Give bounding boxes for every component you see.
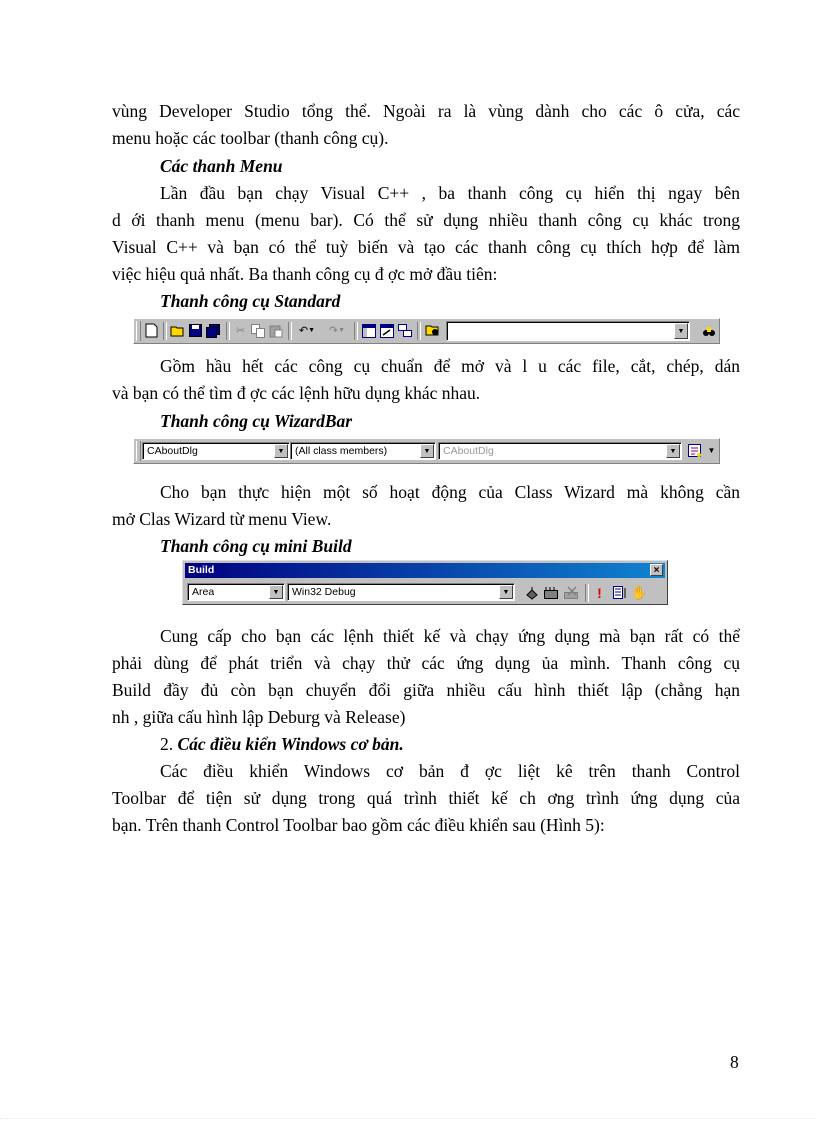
chevron-down-icon[interactable]: ▼ bbox=[269, 585, 283, 599]
text-line: Cung cấp cho bạn các lệnh thiết kế và chạy ứng dụng mà bạn rất có thể bbox=[160, 626, 740, 646]
text-line: phải dùng để phát triển và chạy thử các ứng dụng ủa mình. Thanh công cụ bbox=[112, 653, 740, 673]
heading-number: 2. bbox=[160, 734, 174, 754]
chevron-down-icon[interactable]: ▼ bbox=[666, 444, 680, 458]
save-all-icon[interactable] bbox=[205, 322, 222, 339]
toolbar-grip[interactable] bbox=[136, 321, 141, 341]
breakpoint-hand-icon[interactable]: ✋ bbox=[631, 584, 648, 600]
wizard-action-icon[interactable] bbox=[686, 442, 703, 459]
close-icon[interactable]: × bbox=[650, 564, 663, 576]
text-line: Toolbar để tiện sử dụng trong quá trình thiết kế ch ơng trình ứng dụng của bbox=[112, 788, 740, 808]
paragraph-wizardbar bbox=[112, 479, 740, 533]
save-icon[interactable] bbox=[187, 322, 204, 339]
chevron-down-icon[interactable]: ▼ bbox=[420, 444, 434, 458]
separator bbox=[354, 322, 358, 340]
standard-toolbar bbox=[133, 318, 720, 344]
page-number: 8 bbox=[730, 1052, 739, 1072]
build-title: Build bbox=[188, 564, 215, 576]
workspace-icon[interactable] bbox=[360, 322, 377, 339]
heading-menu: Các thanh Menu bbox=[160, 156, 283, 176]
find-in-files-icon[interactable] bbox=[424, 322, 441, 339]
heading-controls bbox=[160, 731, 404, 758]
filter-combo-value: (All class members) bbox=[295, 445, 388, 457]
execute-icon[interactable]: ! bbox=[597, 584, 602, 601]
paragraph-intro bbox=[112, 98, 740, 152]
page-bottom-divider bbox=[0, 1118, 816, 1119]
build-toolbar-window bbox=[182, 560, 668, 605]
separator bbox=[163, 322, 167, 340]
paragraph-controls bbox=[112, 758, 740, 839]
paragraph-standard bbox=[112, 353, 740, 407]
chevron-down-icon[interactable]: ▼ bbox=[674, 323, 688, 339]
paragraph-menu bbox=[112, 180, 740, 288]
paste-icon[interactable] bbox=[267, 322, 284, 339]
configuration-combo[interactable] bbox=[287, 583, 515, 601]
toolbar-grip[interactable] bbox=[136, 441, 141, 461]
text-line: bạn. Trên thanh Control Toolbar bao gồm các điều khiển sau (Hình 5): bbox=[112, 815, 605, 835]
chevron-down-icon[interactable]: ▼ bbox=[274, 444, 288, 458]
separator bbox=[417, 322, 421, 340]
text-line: d ới thanh menu (menu bar). Có thể sử dụng nhiều thanh công cụ khác trong bbox=[112, 210, 740, 230]
text-line: vùng Developer Studio tổng thể. Ngoài ra là vùng dành cho các ô cửa, các bbox=[112, 101, 740, 121]
wizard-menu-arrow-icon[interactable]: ▼ bbox=[707, 446, 716, 455]
window-list-icon[interactable] bbox=[396, 322, 413, 339]
text-line: Lần đầu bạn chạy Visual C++ , ba thanh công cụ hiển thị ngay bên bbox=[160, 183, 740, 203]
output-window-icon[interactable] bbox=[378, 322, 395, 339]
open-folder-icon[interactable] bbox=[169, 322, 186, 339]
cut-icon[interactable]: ✂ bbox=[235, 325, 246, 337]
chevron-down-icon[interactable]: ▼ bbox=[499, 585, 513, 599]
configuration-combo-value: Win32 Debug bbox=[292, 586, 356, 598]
heading-controls-title: Các điều kiển Windows cơ bản. bbox=[177, 734, 404, 754]
find-combo[interactable] bbox=[446, 321, 690, 341]
text-line: nh , giữa cấu hình lập Deburg và Release) bbox=[112, 707, 406, 727]
heading-standard: Thanh công cụ Standard bbox=[160, 291, 341, 311]
stop-build-icon[interactable] bbox=[563, 584, 580, 601]
heading-build: Thanh công cụ mini Build bbox=[160, 536, 352, 556]
new-document-icon[interactable] bbox=[143, 322, 160, 339]
text-line: và bạn có thể tìm đ ợc các lệnh hữu dụng khác nhau. bbox=[112, 383, 481, 403]
text-line: Build đầy đủ còn bạn chuyển đổi giữa nhiều cấu hình thiết lập (chẳng hạn bbox=[112, 680, 740, 700]
wizard-bar bbox=[133, 438, 720, 464]
text-line: Gồm hầu hết các công cụ chuẩn để mở và l u các file, cắt, chép, dán bbox=[160, 356, 740, 376]
project-combo-value: Area bbox=[192, 586, 215, 598]
text-line: Các điều khiển Windows cơ bản đ ợc liệt kê trên thanh Control bbox=[160, 761, 740, 781]
text-line: mở Clas Wizard từ menu View. bbox=[112, 509, 332, 529]
text-line: việc hiệu quả nhất. Ba thanh công cụ đ ợc mở đầu tiên: bbox=[112, 264, 498, 284]
separator bbox=[226, 322, 230, 340]
redo-icon[interactable]: ↷ ▼ bbox=[328, 325, 346, 337]
build-titlebar[interactable] bbox=[185, 563, 665, 578]
class-combo-value: CAboutDlg bbox=[147, 445, 198, 457]
go-icon[interactable] bbox=[611, 584, 628, 601]
copy-icon[interactable] bbox=[249, 322, 266, 339]
member-combo-value: CAboutDlg bbox=[443, 445, 494, 457]
heading-wizardbar: Thanh công cụ WizardBar bbox=[160, 411, 353, 431]
undo-icon[interactable]: ↶ ▼ bbox=[298, 325, 316, 337]
member-combo[interactable] bbox=[438, 442, 682, 460]
paragraph-build bbox=[112, 623, 740, 731]
build-icon[interactable] bbox=[543, 584, 560, 601]
separator bbox=[288, 322, 292, 340]
text-line: Cho bạn thực hiện một số hoạt động của Class Wizard mà không cần bbox=[160, 482, 740, 502]
text-line: Visual C++ và bạn có thể tuỳ biến và tạo các thanh công cụ thích hợp để làm bbox=[112, 237, 740, 257]
filter-combo[interactable] bbox=[290, 442, 436, 460]
compile-icon[interactable] bbox=[523, 584, 540, 601]
class-combo[interactable] bbox=[142, 442, 290, 460]
text-line: menu hoặc các toolbar (thanh công cụ). bbox=[112, 128, 389, 148]
separator bbox=[585, 584, 589, 602]
find-icon[interactable] bbox=[700, 322, 717, 339]
project-combo[interactable] bbox=[187, 583, 285, 601]
